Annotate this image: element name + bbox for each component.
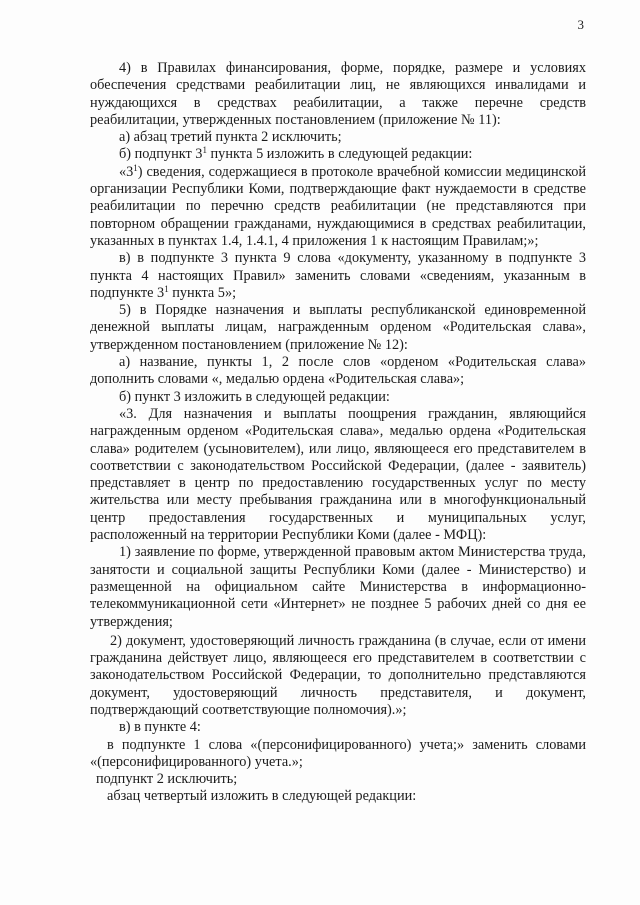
paragraph xyxy=(90,389,586,406)
text-run: б) пункт 3 изложить в следующей редакции: xyxy=(119,388,390,405)
paragraph xyxy=(90,302,586,354)
text-run: «3 xyxy=(119,163,134,180)
paragraph xyxy=(90,633,586,719)
text-run: «3. Для назначения и выплаты поощрения гражданин, являющийся награжденным орденом «Родительская слава», медалью ордена «Родительская слава» родителем (усыновителем), или лицо, являющееся его представителем в соответствии с законодательством Российской Федерации, (далее - заявитель) представляет в центр по предоставлению государственных услуг по месту жительства или месту пребывания гражданина или в многофункциональный центр предоставления государственных и муниципальных услуг, расположенный на территории Республики Коми (далее - МФЦ): xyxy=(90,405,586,544)
text-run: пункта 5 изложить в следующей редакции: xyxy=(206,146,473,163)
text-run: в подпункте 1 слова «(персонифицированного) учета;» заменить словами «(персонифицированного) учета.»; xyxy=(90,736,586,770)
paragraph xyxy=(90,60,586,129)
text-run: в) в пункте 4: xyxy=(119,719,201,736)
text-run: б) подпункт 3 xyxy=(119,146,203,163)
text-run: а) абзац третий пункта 2 исключить; xyxy=(119,129,342,146)
paragraph xyxy=(90,788,586,805)
paragraph xyxy=(90,129,586,146)
text-run: ) сведения, содержащиеся в протоколе врачебной комиссии медицинской организации Республики Коми, подтверждающие факт нуждаемости в средстве реабилитации по перечню средств реабилитации (не представляются при повторном обращении гражданами, нуждающимися в средствах реабилитации, указанных в пунктах 1.4, 1.4.1, 4 приложения 1 к настоящим Правилам;»; xyxy=(90,163,586,249)
paragraph xyxy=(90,354,586,389)
text-run: в) в подпункте 3 пункта 9 слова «документу, указанному в подпункте 3 пункта 4 настоящих Правил» заменить словами «сведениям, указанным в подпункте 3 xyxy=(90,250,586,301)
text-run: 2) документ, удостоверяющий личность гражданина (в случае, если от имени гражданина действует лицо, являющееся его представителем в соответствии с законодательством Российской Федерации, то дополнительно представляются документ, удостоверяющий личность представителя, и документ, подтверждающий соответствующие полномочия).»; xyxy=(90,632,586,718)
text-run: а) название, пункты 1, 2 после слов «орденом «Родительская слава» дополнить словами «, медалью ордена «Родительская слава»; xyxy=(90,354,586,388)
paragraph xyxy=(90,250,586,302)
text-run: 5) в Порядке назначения и выплаты республиканской единовременной денежной выплаты лицам, награжденным орденом «Родительская слава», утвержденном постановлением (приложение № 12): xyxy=(90,302,586,353)
page-number: 3 xyxy=(577,17,584,32)
paragraph xyxy=(90,544,586,630)
text-run: абзац четвертый изложить в следующей редакции: xyxy=(107,788,417,805)
text-run: пункта 5»; xyxy=(168,284,237,301)
superscript: 1 xyxy=(202,145,207,156)
document-body xyxy=(90,60,586,806)
superscript: 1 xyxy=(133,162,138,173)
superscript: 1 xyxy=(164,283,169,294)
paragraph xyxy=(90,737,586,772)
paragraph xyxy=(90,164,586,250)
paragraph xyxy=(90,406,586,544)
paragraph xyxy=(90,771,586,788)
text-run: 4) в Правилах финансирования, форме, порядке, размере и условиях обеспечения средствами реабилитации лиц, не являющихся инвалидами и нуждающихся в средствах реабилитации, а также перечне средств реабилитации, утвержденных постановлением (приложение № 11): xyxy=(90,60,586,128)
paragraph xyxy=(90,719,586,736)
paragraph xyxy=(90,146,586,163)
text-run: подпункт 2 исключить; xyxy=(96,771,238,788)
text-run: 1) заявление по форме, утвержденной правовым актом Министерства труда, занятости и социальной защиты Республики Коми (далее - Министерство) и размещенной на официальном сайте Министерства в информационно-телекоммуникационной сети «Интернет» не позднее 5 рабочих дней со дня ее утверждения; xyxy=(90,544,586,630)
